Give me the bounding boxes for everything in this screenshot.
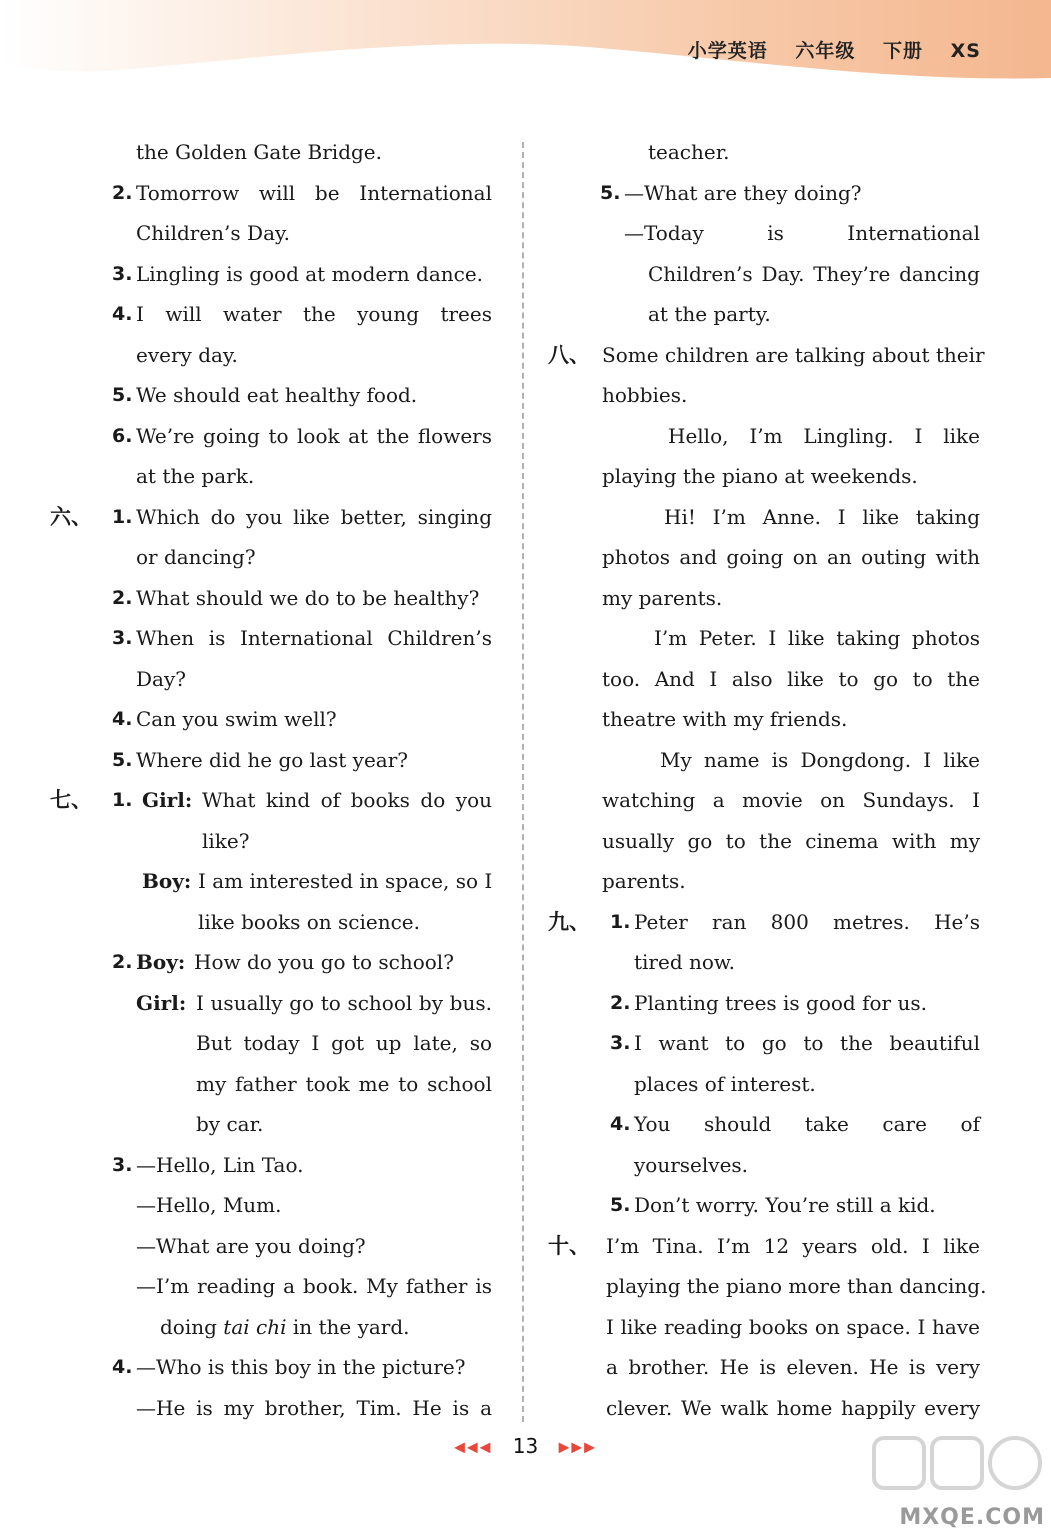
answer-line: clever. We walk home happily every <box>606 1395 980 1420</box>
left-arrows-icon: ◀◀◀ <box>454 1439 493 1456</box>
answer-line: 八、 Some children are talking about their <box>548 335 980 376</box>
answer-line: I like reading books on space. I have <box>606 1314 980 1339</box>
answer-line: 3. —Hello, Lin Tao. <box>112 1152 304 1177</box>
answer-line: Girl: I usually go to school by bus. <box>50 983 492 1024</box>
answer-line: 2. Tomorrow will be International <box>112 180 492 205</box>
subject-label: 小学英语 <box>687 40 768 62</box>
header-band <box>0 0 1051 100</box>
watermark-text: MXQE.COM <box>899 1505 1045 1530</box>
grade-label: 六年级 <box>795 40 856 62</box>
speaker-label: Boy: <box>142 869 192 893</box>
section-marker-seven: 七、 <box>50 788 92 812</box>
answer-line: or dancing? <box>136 545 256 569</box>
answer-line: 5. Where did he go last year? <box>112 747 408 772</box>
section-marker-ten: 十、 <box>548 1233 590 1258</box>
edition-label: XS <box>950 40 981 62</box>
answer-line: 4. You should take care of <box>610 1112 980 1136</box>
answer-line: 6. We’re going to look at the flowers <box>112 423 492 448</box>
answer-line: 4. Can you swim well? <box>112 707 337 731</box>
answer-line: at the party. <box>648 302 771 326</box>
answer-line: 十、 I’m Tina. I’m 12 years old. I like <box>548 1226 980 1267</box>
section-marker-six: 六、 <box>50 504 92 529</box>
answer-line: 六、 1. Which do you like better, singing <box>50 497 492 538</box>
speaker-label: Girl: <box>136 990 187 1015</box>
answer-line: like books on science. <box>198 909 420 934</box>
answer-line: every day. <box>136 342 238 367</box>
answer-line: photos and going on an outing with <box>602 545 980 569</box>
answer-line: too. And I also like to go to the <box>602 666 980 691</box>
answer-line: playing the piano at weekends. <box>602 464 918 488</box>
answer-line: —Hello, Mum. <box>136 1193 282 1217</box>
answer-line: 2. Planting trees is good for us. <box>610 990 927 1015</box>
column-divider <box>522 142 524 1422</box>
answer-line: at the park. <box>136 464 255 488</box>
answer-line: theatre with my friends. <box>602 707 848 731</box>
answer-line: 5. —What are they doing? <box>600 180 862 205</box>
answer-line: yourselves. <box>634 1152 749 1177</box>
answer-line: Hi! I’m Anne. I like taking <box>664 504 980 529</box>
answer-line: my parents. <box>602 585 723 610</box>
answer-line: playing the piano more than dancing. <box>606 1274 987 1298</box>
answer-line: usually go to the cinema with my <box>602 828 980 853</box>
answer-line: —Today is International <box>624 221 980 245</box>
answer-line: —I’m reading a book. My father is <box>136 1274 492 1298</box>
answer-line: places of interest. <box>634 1071 816 1096</box>
answer-line: 七、 1. Girl: What kind of books do you <box>50 780 492 821</box>
answer-line: by car. <box>196 1112 264 1136</box>
answer-line: Children’s Day. <box>136 221 290 245</box>
left-column <box>50 132 492 1428</box>
speaker-label: Boy: <box>136 950 186 974</box>
answer-line: parents. <box>602 869 686 893</box>
answer-line: the Golden Gate Bridge. <box>136 140 382 164</box>
answer-line: I’m Peter. I like taking photos <box>654 626 980 650</box>
answer-line: My name is Dongdong. I like <box>660 747 980 772</box>
right-arrows-icon: ▶▶▶ <box>558 1439 597 1456</box>
answer-line: 2. Boy: How do you go to school? <box>50 942 492 983</box>
answer-line: 3. I want to go to the beautiful <box>610 1031 980 1055</box>
page-number: 13 <box>512 1434 539 1458</box>
answer-line: like? <box>202 828 250 853</box>
answer-line: 3. Lingling is good at modern dance. <box>112 261 484 286</box>
answer-line: a brother. He is eleven. He is very <box>606 1355 980 1379</box>
section-marker-eight: 八、 <box>548 342 590 367</box>
answer-line: Children’s Day. They’re dancing <box>648 261 980 286</box>
answer-line: Day? <box>136 666 186 691</box>
answer-line: hobbies. <box>602 383 688 407</box>
answer-line: 3. When is International Children’s <box>112 626 492 650</box>
answer-line: Hello, I’m Lingling. I like <box>668 423 980 448</box>
answer-line: watching a movie on Sundays. I <box>602 788 980 812</box>
answer-line: doing tai chi in the yard. <box>160 1314 410 1339</box>
section-marker-nine: 九、 <box>548 909 590 934</box>
answer-line: my father took me to school <box>196 1071 492 1096</box>
watermark-emblem-icon <box>870 1432 1045 1502</box>
answer-line: 4. I will water the young trees <box>112 302 492 326</box>
answer-line: But today I got up late, so <box>196 1031 492 1055</box>
answer-line: teacher. <box>648 140 730 164</box>
answer-line: 4. —Who is this boy in the picture? <box>112 1355 466 1379</box>
volume-label: 下册 <box>883 40 924 62</box>
answer-line: —He is my brother, Tim. He is a <box>136 1395 492 1420</box>
answer-line: 5. Don’t worry. You’re still a kid. <box>610 1193 936 1217</box>
answer-line: 5. We should eat healthy food. <box>112 383 418 407</box>
speaker-label: Girl: <box>142 788 193 812</box>
answer-line: Boy: I am interested in space, so I <box>50 861 492 902</box>
answer-line: 九、 1. Peter ran 800 metres. He’s <box>548 902 980 943</box>
book-title <box>668 36 981 63</box>
answer-line: 2. What should we do to be healthy? <box>112 585 480 610</box>
answer-line: —What are you doing? <box>136 1233 366 1258</box>
right-column <box>548 132 987 1428</box>
answer-line: tired now. <box>634 950 736 974</box>
